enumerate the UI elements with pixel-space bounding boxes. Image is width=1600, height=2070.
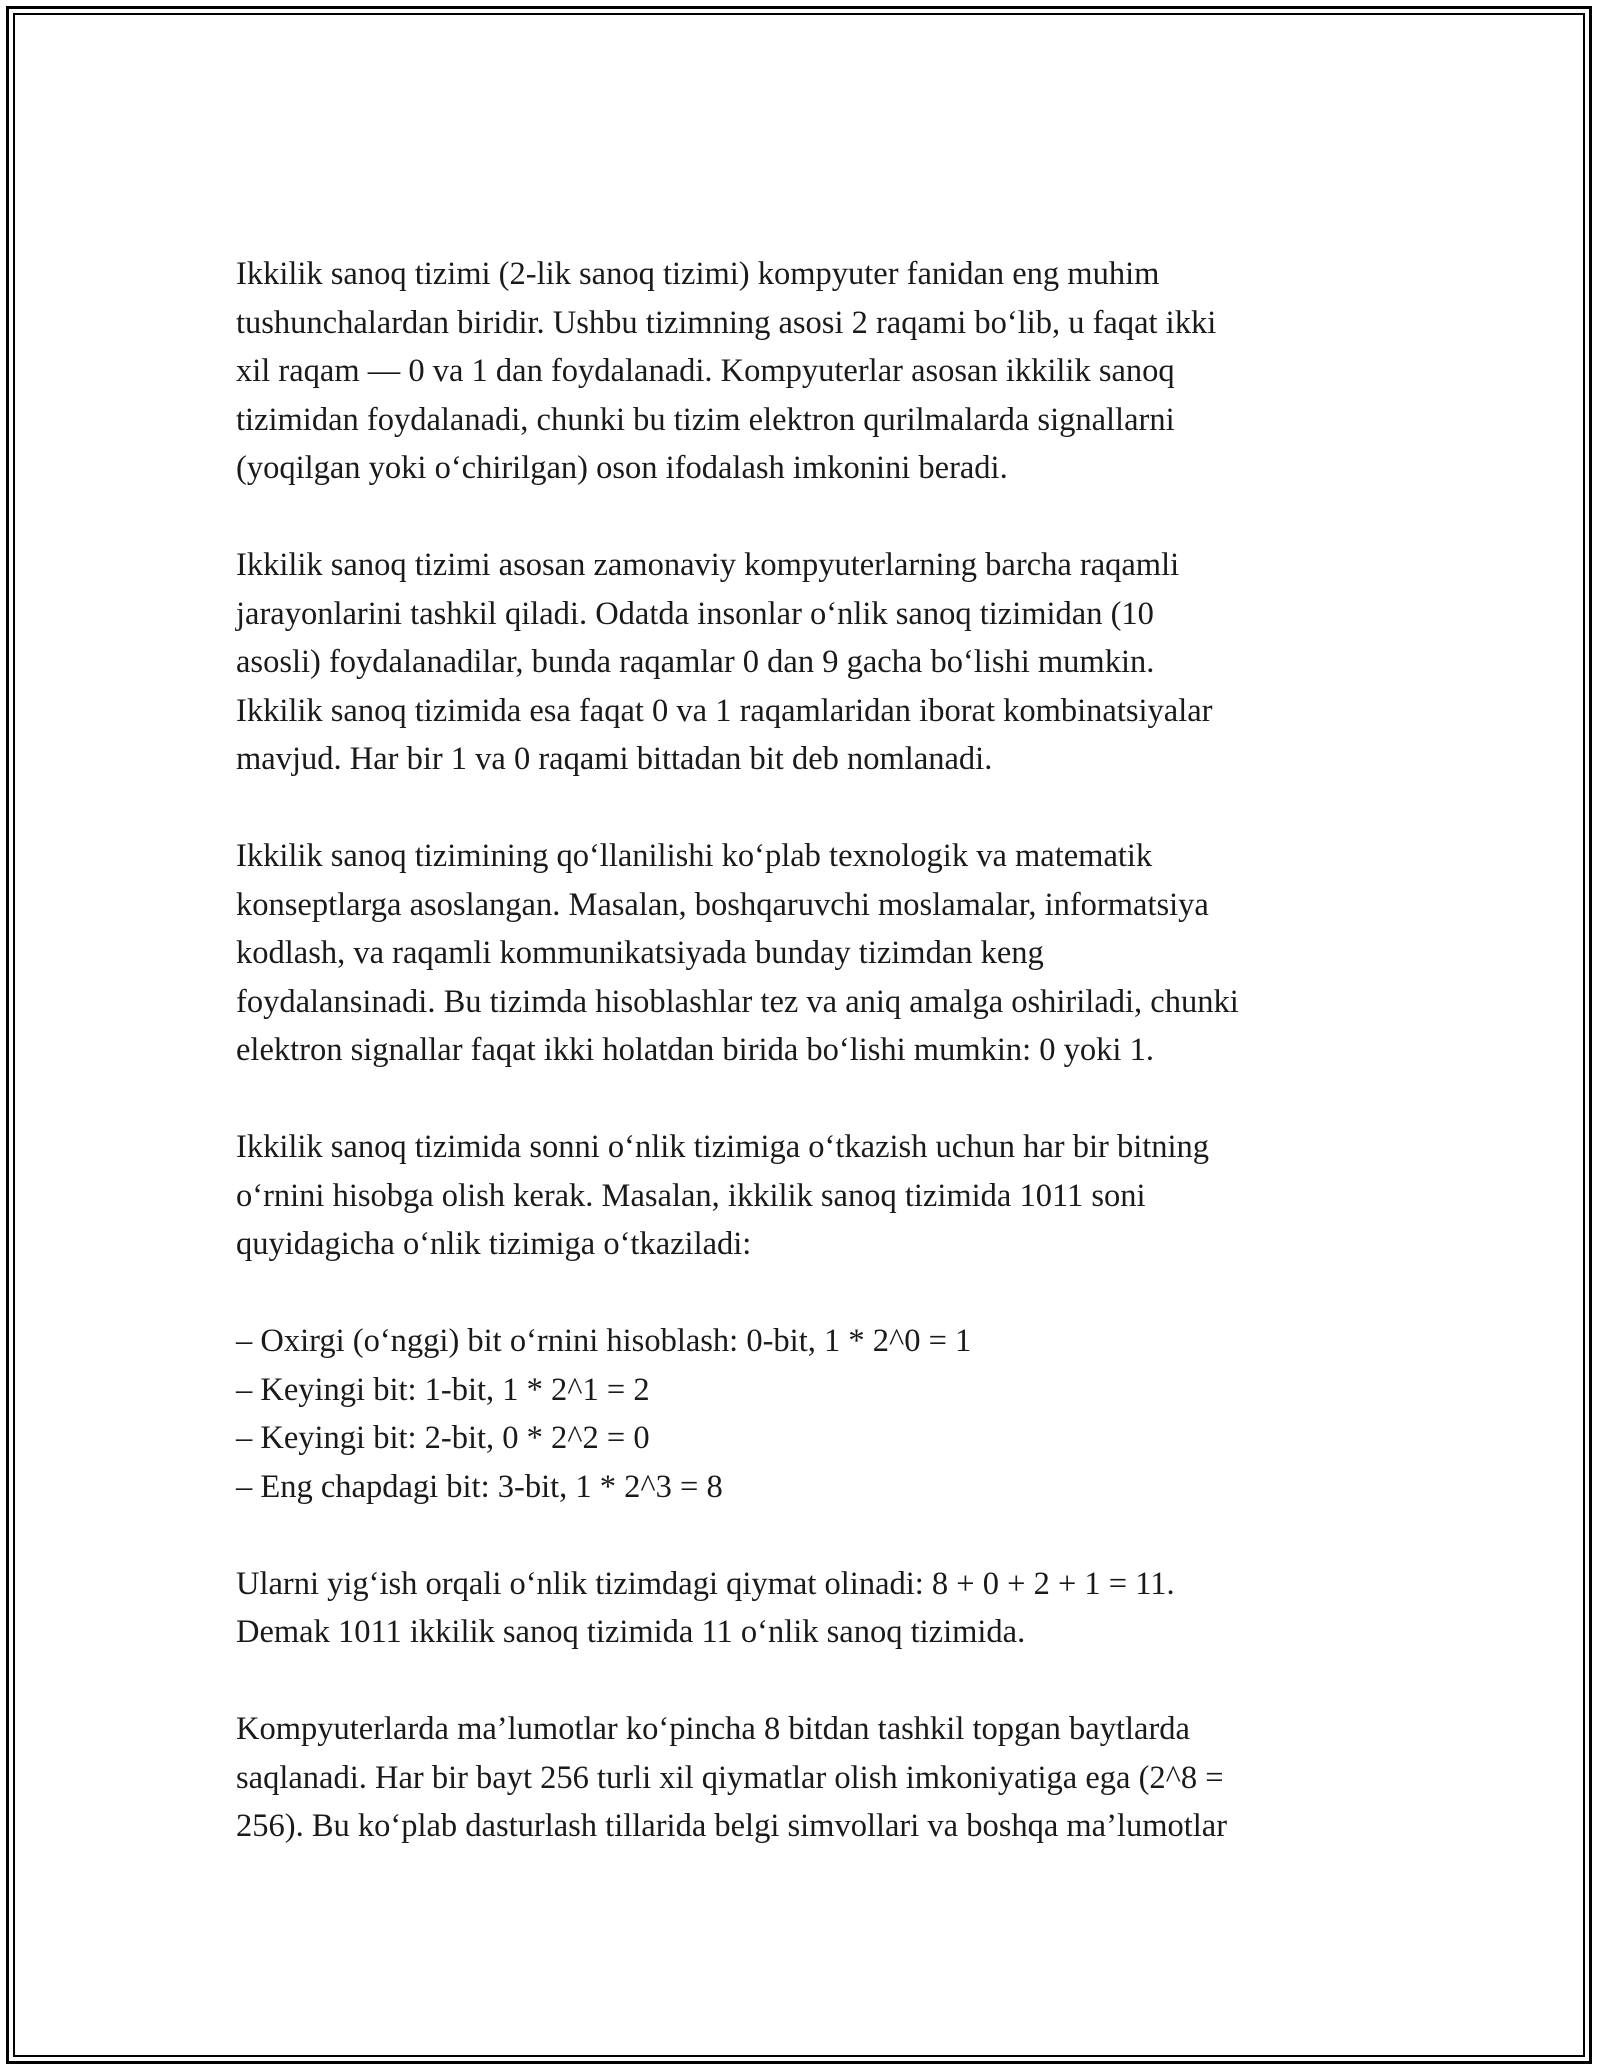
paragraph-usage [236, 541, 1386, 784]
text-line: xil raqam — 0 va 1 dan foydalanadi. Kompyuterlar asosan ikkilik sanoq [236, 353, 1175, 389]
paragraph-conversion [236, 1123, 1386, 1269]
paragraph-applications [236, 832, 1386, 1075]
text-line: quyidagicha o‘nlik tizimiga o‘tkaziladi: [236, 1226, 752, 1262]
paragraph-intro [236, 250, 1386, 493]
text-line: Ikkilik sanoq tizimida sonni o‘nlik tizimiga o‘tkazish uchun har bir bitning [236, 1129, 1210, 1165]
list-item: – Eng chapdagi bit: 3-bit, 1 * 2^3 = 8 [236, 1468, 723, 1505]
text-line: (yoqilgan yoki o‘chirilgan) oson ifodalash imkonini beradi. [236, 450, 1008, 486]
text-line: jarayonlarini tashkil qiladi. Odatda insonlar o‘nlik sanoq tizimidan (10 [236, 595, 1154, 632]
list-item: – Keyingi bit: 2-bit, 0 * 2^2 = 0 [236, 1420, 650, 1456]
text-line: kodlash, va raqamli kommunikatsiyada bunday tizimdan keng [236, 935, 1044, 971]
list-item: – Keyingi bit: 1-bit, 1 * 2^1 = 2 [236, 1371, 650, 1408]
text-line: tizimidan foydalanadi, chunki bu tizim elektron qurilmalarda signallarni [236, 401, 1175, 438]
text-line: o‘rnini hisobga olish kerak. Masalan, ikkilik sanoq tizimida 1011 soni [236, 1177, 1146, 1214]
text-line: asosli) foydalanadilar, bunda raqamlar 0 dan 9 gacha bo‘lishi mumkin. [236, 644, 1155, 680]
text-line: elektron signallar faqat ikki holatdan birida bo‘lishi mumkin: 0 yoki 1. [236, 1032, 1154, 1068]
text-line: Ikkilik sanoq tizimining qo‘llanilishi ko‘plab texnologik va matematik [236, 838, 1153, 874]
text-line: Ikkilik sanoq tizimi (2-lik sanoq tizimi) kompyuter fanidan eng muhim [236, 256, 1160, 292]
text-line: Ikkilik sanoq tizimida esa faqat 0 va 1 raqamlaridan iborat kombinatsiyalar [236, 692, 1213, 729]
text-line: mavjud. Har bir 1 va 0 raqami bittadan bit deb nomlanadi. [236, 741, 993, 777]
text-line: Kompyuterlarda ma’lumotlar ko‘pincha 8 bitdan tashkil topgan baytlarda [236, 1711, 1190, 1747]
text-line: foydalansinadi. Bu tizimda hisoblashlar tez va aniq amalga oshiriladi, chunki [236, 983, 1239, 1020]
conversion-steps-list [236, 1317, 1386, 1511]
text-line: Demak 1011 ikkilik sanoq tizimida 11 o‘nlik sanoq tizimida. [236, 1614, 1026, 1650]
list-item: – Oxirgi (o‘nggi) bit o‘rnini hisoblash: 0-bit, 1 * 2^0 = 1 [236, 1323, 972, 1359]
text-line: Ularni yig‘ish orqali o‘nlik tizimdagi qiymat olinadi: 8 + 0 + 2 + 1 = 11. [236, 1565, 1175, 1602]
text-line: 256). Bu ko‘plab dasturlash tillarida belgi simvollari va boshqa ma’lumotlar [236, 1808, 1228, 1844]
text-line: saqlanadi. Har bir bayt 256 turli xil qiymatlar olish imkoniyatiga ega (2^8 = [236, 1759, 1224, 1796]
paragraph-sum [236, 1560, 1386, 1657]
text-line: tushunchalardan biridir. Ushbu tizimning asosi 2 raqami bo‘lib, u faqat ikki [236, 304, 1217, 341]
document-body [236, 250, 1386, 1851]
text-line: Ikkilik sanoq tizimi asosan zamonaviy kompyuterlarning barcha raqamli [236, 547, 1180, 583]
text-line: konseptlarga asoslangan. Masalan, boshqaruvchi moslamalar, informatsiya [236, 886, 1209, 923]
paragraph-bytes [236, 1705, 1386, 1851]
